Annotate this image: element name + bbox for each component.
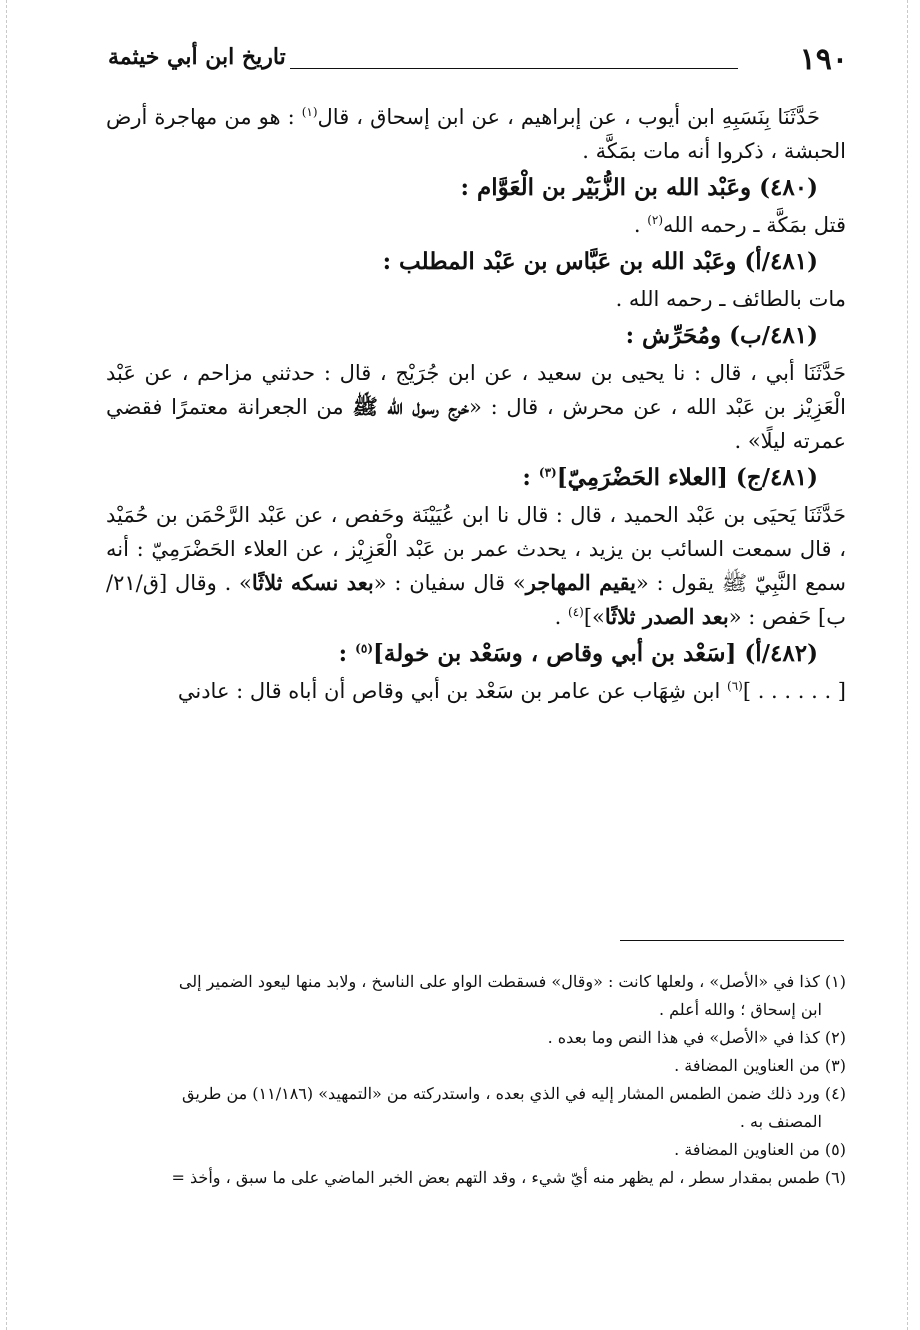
footnote-1: (١) كذا في «الأصل» ، ولعلها كانت : «وقال» فسقطت الواو على الناسخ ، ولابد منها ليعود الضمير إلى (178, 972, 846, 991)
running-title: تاريخ ابن أبي خيثمة (108, 44, 286, 70)
footnote-ref-5: (٥) (355, 641, 373, 656)
footnotes (106, 968, 846, 1192)
paragraph-481b: حَدَّثَنَا أبي ، قال : نا يحيى بن سعيد ، عن ابن جُرَيْج ، قال : حدثني مزاحم ، عن عَبْد الْعَزِيْز بن عَبْد الله ، عن محرش ، قال : «خرج رسول الله ﷺ من الجعرانة معتمرًا فقضي عمرته ليلًا» . (106, 361, 846, 453)
paragraph-481c: حَدَّثَنَا يَحيَى بن عَبْد الحميد ، قال : قال نا ابن عُيَيْنَة وحَفص ، عن عَبْد الرَّحْمَن بن حُمَيْد ، قال سمعت السائب بن يزيد ، يحدث عمر بن عَبْد الْعَزِيْز ، عن العلاء الحَضْرَمِيّ : أنه سمع النَّبِيّ ﷺ يقول : «يقيم المهاجر» قال سفيان : «بعد نسكه ثلاثًا» . وقال [ق/٢١/ب] حَفص : «بعد الصدر ثلاثًا»]$^{(٤)}$ . (106, 503, 846, 629)
footnote-2: (٢) كذا في «الأصل» في هذا النص وما بعده . (547, 1028, 846, 1047)
footnote-ref-1: (١) (301, 105, 318, 119)
paragraph-481a: مات بالطائف ـ رحمه الله . (615, 287, 846, 311)
footnote-6: (٦) طمس بمقدار سطر ، لم يظهر منه أيّ شيء ، وقد التهم بعض الخبر الماضي على ما سبق ، وأخذ = (171, 1168, 846, 1187)
footnote-4: (٤) ورد ذلك ضمن الطمس المشار إليه في الذي بعده ، واستدركته من «التمهيد» (١١/١٨٦) من طريق (182, 1084, 846, 1103)
footnote-ref-2: (٢) (647, 213, 664, 227)
entry-heading-481c: (٤٨١/ج) [العلاء الحَضْرَمِيّ]$^{(٣)}$ : (522, 464, 818, 491)
footnote-4-continued: المصنف به . (739, 1112, 822, 1131)
footnote-1-continued: ابن إسحاق ؛ والله أعلم . (658, 1000, 822, 1019)
footnote-5: (٥) من العناوين المضافة . (674, 1140, 846, 1159)
paragraph-480: قتل بمَكَّة ـ رحمه الله$^{(٢)}$ . (633, 213, 846, 237)
entry-heading-481a: (٤٨١/أ) وعَبْد الله بن عَبَّاس بن عَبْد المطلب : (382, 248, 818, 275)
page-header (108, 40, 848, 80)
main-text (106, 100, 846, 708)
footnote-ref-3: (٣) (538, 465, 557, 480)
paragraph-482a: [ . . . . . . ]$^{(٦)}$ ابن شِهَاب عن عامر بن سَعْد بن أبي وقاص أن أباه قال : عادني (177, 679, 846, 703)
page-number: ١٩٠ (799, 42, 848, 77)
entry-heading-480: (٤٨٠) وعَبْد الله بن الزُّبَيْر بن الْعَوَّام : (460, 174, 818, 201)
footnote-ref-6: (٦) (727, 679, 743, 693)
entry-heading-481b: (٤٨١/ب) ومُحَرِّش : (625, 322, 818, 349)
footnote-separator (620, 940, 844, 941)
header-rule (290, 68, 738, 69)
page-edge-left (6, 0, 7, 1330)
footnote-ref-4: (٤) (568, 605, 584, 619)
entry-heading-482a: (٤٨٢/أ) [سَعْد بن أبي وقاص ، وسَعْد بن خولة]$^{(٥)}$ : (338, 640, 818, 667)
page-edge-right (907, 0, 908, 1330)
footnote-3: (٣) من العناوين المضافة . (674, 1056, 846, 1075)
paragraph-intro: حَدَّثَنَا بِنَسَبِهِ ابن أيوب ، عن إبراهيم ، عن ابن إسحاق ، قال$^{(١)}$ : هو من مهاجرة أرض الحبشة ، ذكروا أنه مات بمَكَّة . (106, 105, 846, 163)
